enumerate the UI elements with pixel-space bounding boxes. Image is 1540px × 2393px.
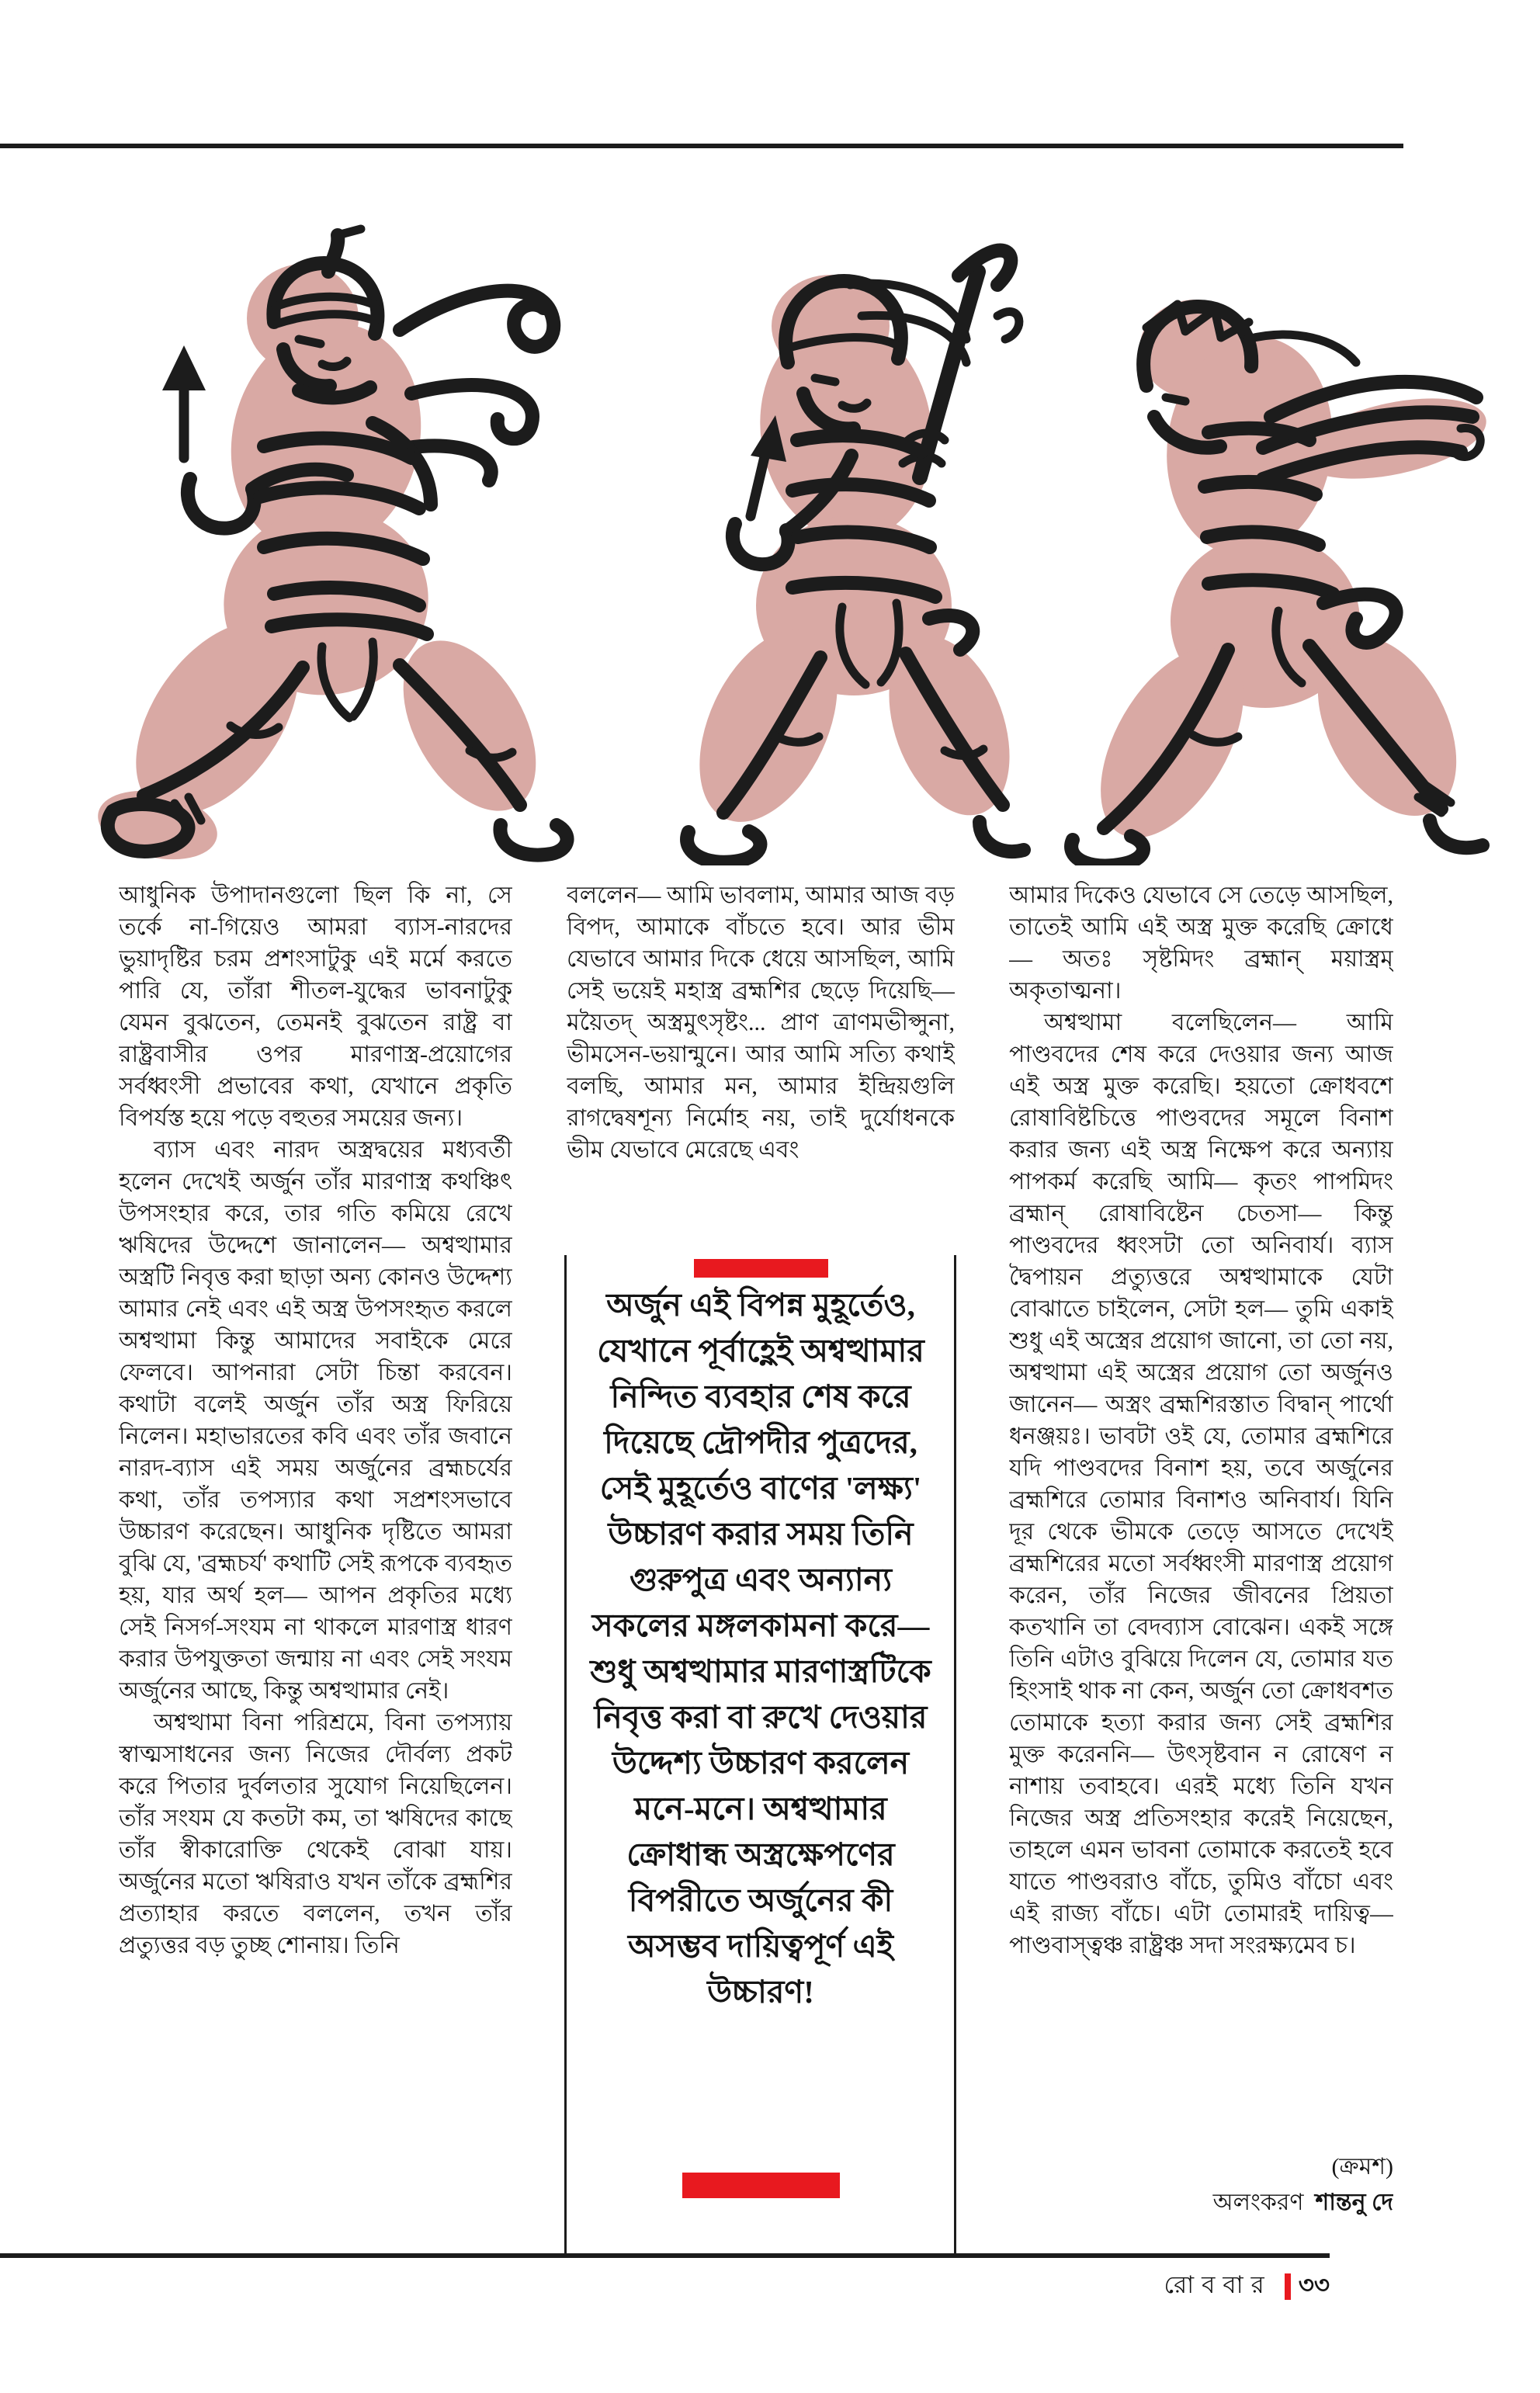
credit-name: শান্তনু দে (1315, 2190, 1393, 2215)
top-rule (0, 144, 1403, 148)
pull-quote-text: অর্জুন এই বিপন্ন মুহূর্তেও, যেখানে পূর্বাহ্ণেই অশ্বত্থামার নিন্দিত ব্যবহার শেষ করে দিয়েছে দ্রৌপদীর পুত্রদের, সেই মুহূর্তেও বাণের 'লক্ষ্য' উচ্চারণ করার সময় তিনি গুরুপুত্র এবং অন্যান্য সকলের মঙ্গলকামনা করে— শুধু অশ্বত্থামার মারণাস্ত্রটিকে নিবৃত্ত করা বা রুখে দেওয়ার উদ্দেশ্য উচ্চারণ করলেন মনে-মনে। অশ্বত্থামার ক্রোধান্ধ অস্ত্রক্ষেপণের বিপরীতে অর্জুনের কী অসম্ভব দায়িত্বপূর্ণ এই উচ্চারণ! (590, 1287, 931, 2010)
paragraph: আমার দিকেও যেভাবে সে তেড়ে আসছিল, তাতেই আমি এই অস্ত্র মুক্ত করেছি ক্রোধে— অতঃ সৃষ্টমিদং ব্রহ্মান্ ময়াস্ত্রম্ অকৃতাত্মনা। (1009, 883, 1393, 1004)
pull-quote-bottom-red-bar (682, 2173, 840, 2198)
column-right (1009, 879, 1393, 2224)
column-left-text (119, 879, 512, 1961)
pink-wash (671, 275, 1032, 844)
pull-quote-block (567, 1259, 955, 2198)
illustration-archer-2 (594, 182, 1032, 865)
paragraph: অশ্বত্থামা বলেছিলেন— আমি পাণ্ডবদের শেষ করে দেওয়ার জন্য আজ এই অস্ত্র মুক্ত করেছি। হয়তো ক্রোধবশে রোষাবিষ্টচিত্তে পাণ্ডবদের সমূলে বিনাশ করার জন্য এই অস্ত্র নিক্ষেপ করে অন্যায় পাপকর্ম করেছি আমি— কৃতং পাপমিদং ব্রহ্মান্ রোষাবিষ্টেন চেতসা— কিন্তু পাণ্ডবদের ধ্বংসটা তো অনিবার্য। ব্যাস দ্বৈপায়ন প্রত্যুত্তরে অশ্বত্থামাকে যেটা বোঝাতে চাইলেন, সেটা হল— তুমি একাই শুধু এই অস্ত্রের প্রয়োগ জানো, তা তো নয়, অশ্বত্থামা এই অস্ত্রের প্রয়োগ তো অর্জুনও জানেন— অস্ত্রং ব্রহ্মশিরস্তাত বিদ্বান্ পার্থো ধনঞ্জয়ঃ। ভাবটা ওই যে, তোমার ব্রহ্মশিরে যদি পাণ্ডবদের বিনাশ হয়, তবে অর্জুনের ব্রহ্মশিরে তোমার বিনাশও অনিবার্য। যিনি দূর থেকে ভীমকে তেড়ে আসতে দেখেই ব্রহ্মশিরের মতো সর্বধ্বংসী মারণাস্ত্র প্রয়োগ করেন, তাঁর নিজের জীবনের প্রিয়তা কতখানি তা বেদব্যাস বোঝেন। একই সঙ্গে তিনি এটাও বুঝিয়ে দিলেন যে, তোমার যত হিংসাই থাক না কেন, অর্জুন তো ক্রোধবশত তোমাকে হত্যা করার জন্য সেই ব্রহ্মশির মুক্ত করেননি— উৎসৃষ্টবান ন রোষেণ ন নাশায় তবাহবে। এরই মধ্যে তিনি যখন নিজের অস্ত্র প্রতিসংহার করেই নিয়েছেন, তাহলে এমন ভাবনা তোমাকে করতেই হবে যাতে পাণ্ডবরাও বাঁচে, তুমিও বাঁচো এবং এই রাজ্য বাঁচে। এটা তোমারই দায়িত্ব— পাণ্ডবাস্ত্বঞ্চ রাষ্ট্রঞ্চ সদা সংরক্ষ্যমেব চ। (1009, 1010, 1393, 1958)
page-number: ৩৩ (1298, 2271, 1330, 2298)
illustration-striding-warrior-3 (1028, 182, 1494, 865)
bottom-rule (0, 2253, 1330, 2258)
continuation-mark: (ক্রমশ) (1331, 2154, 1393, 2180)
illustration-running-archer-1 (66, 190, 578, 865)
column-left (119, 879, 512, 2203)
paragraph: ব্যাস এবং নারদ অস্ত্রদ্বয়ের মধ্যবর্তী হলেন দেখেই অর্জুন তাঁর মারণাস্ত্র কথঞ্চিৎ উপসংহার করে, তার গতি কমিয়ে রেখে ঋষিদের উদ্দেশে জানালেন— অশ্বত্থামার অস্ত্রটি নিবৃত্ত করা ছাড়া অন্য কোনও উদ্দেশ্য আমার নেই এবং এই অস্ত্র উপসংহৃত করলে অশ্বত্থামা কিন্তু আমাদের সবাইকে মেরে ফেলবে। আপনারা সেটা চিন্তা করবেন। কথাটা বলেই অর্জুন তাঁর অস্ত্র ফিরিয়ে নিলেন। মহাভারতের কবি এবং তাঁর জবানে নারদ-ব্যাস এই সময় অর্জুনের ব্রহ্মচর্যের কথা, তাঁর তপস্যার কথা সপ্রশংসভাবে উচ্চারণ করেছেন। আধুনিক দৃষ্টিতে আমরা বুঝি যে, 'ব্রহ্মচর্য' কথাটি সেই রূপকে ব্যবহৃত হয়, যার অর্থ হল— আপন প্রকৃতির মধ্যে সেই নিসর্গ-সংযম না থাকলে মারণাস্ত্র ধারণ করার উপযুক্ততা জন্মায় না এবং সেই সংযম অর্জুনের আছে, কিন্তু অশ্বত্থামার নেই। (119, 1137, 512, 1704)
column-middle-text (567, 879, 955, 1240)
striding-warrior-arm-extended-drawing (1028, 182, 1494, 865)
paragraph: অশ্বত্থামা বিনা পরিশ্রমে, বিনা তপস্যায় স্বাত্মসাধনের জন্য নিজের দৌর্বল্য প্রকট করে পিতার দুর্বলতার সুযোগ নিয়েছিলেন। তাঁর সংযম যে কতটা কম, তা ঋষিদের কাছে তাঁর স্বীকারোক্তি থেকেই বোঝা যায়। অর্জুনের মতো ঋষিরাও যখন তাঁকে ব্রহ্মশির প্রত্যাহার করতে বললেন, তখন তাঁর প্রত্যুত্তর বড় তুচ্ছ শোনায়। তিনি (119, 1710, 512, 1958)
running-archer-raising-arrow-drawing (66, 190, 578, 865)
pull-quote-top-red-bar (694, 1259, 828, 1278)
quote-left-vertical-rule (564, 1255, 567, 2256)
red-divider-bar (1285, 2273, 1291, 2300)
quote-right-vertical-rule (954, 1255, 956, 2256)
colophon (1213, 2149, 1393, 2221)
magazine-name: রোববার (1164, 2271, 1272, 2298)
column-right-text (1009, 879, 1393, 2090)
paragraph: আধুনিক উপাদানগুলো ছিল কি না, সে তর্কে না-গিয়েও আমরা ব্যাস-নারদের ভুয়াদৃষ্টির চরম প্রশংসাটুকু এই মর্মে করতে পারি যে, তাঁরা শীতল-যুদ্ধের ভাবনাটুকু যেমন বুঝতেন, তেমনই বুঝতেন রাষ্ট্র বা রাষ্ট্রবাসীর ওপর মারণাস্ত্র-প্রয়োগের সর্বধ্বংসী প্রভাবের কথা, যেখানে প্রকৃতি বিপর্যস্ত হয়ে পড়ে বহুতর সময়ের জন্য। (119, 883, 512, 1131)
credit-label: অলংকরণ (1212, 2190, 1304, 2215)
column-middle (567, 879, 955, 2222)
illustration-credit (1213, 2185, 1393, 2221)
paragraph: বললেন— আমি ভাবলাম, আমার আজ বড় বিপদ, আমাকে বাঁচতে হবে। আর ভীম যেভাবে আমার দিকে ধেয়ে আসছিল, আমি সেই ভয়েই মহাস্ত্র ব্রহ্মশির ছেড়ে দিয়েছি— ময়ৈতদ্ অস্ত্রমুৎসৃষ্টং... প্রাণ ত্রাণমভীপ্সুনা, ভীমসেন-ভয়ান্মুনে। আর আমি সত্যি কথাই বলছি, আমার মন, আমার ইন্দ্রিয়গুলি রাগদ্বেষশূন্য নির্মোহ নয়, তাই দুর্যোধনকে ভীম যেভাবে মেরেছে এবং (567, 883, 955, 1163)
archer-with-arrow-and-bow-staff-drawing (594, 182, 1032, 865)
footer-folio (1164, 2266, 1330, 2307)
